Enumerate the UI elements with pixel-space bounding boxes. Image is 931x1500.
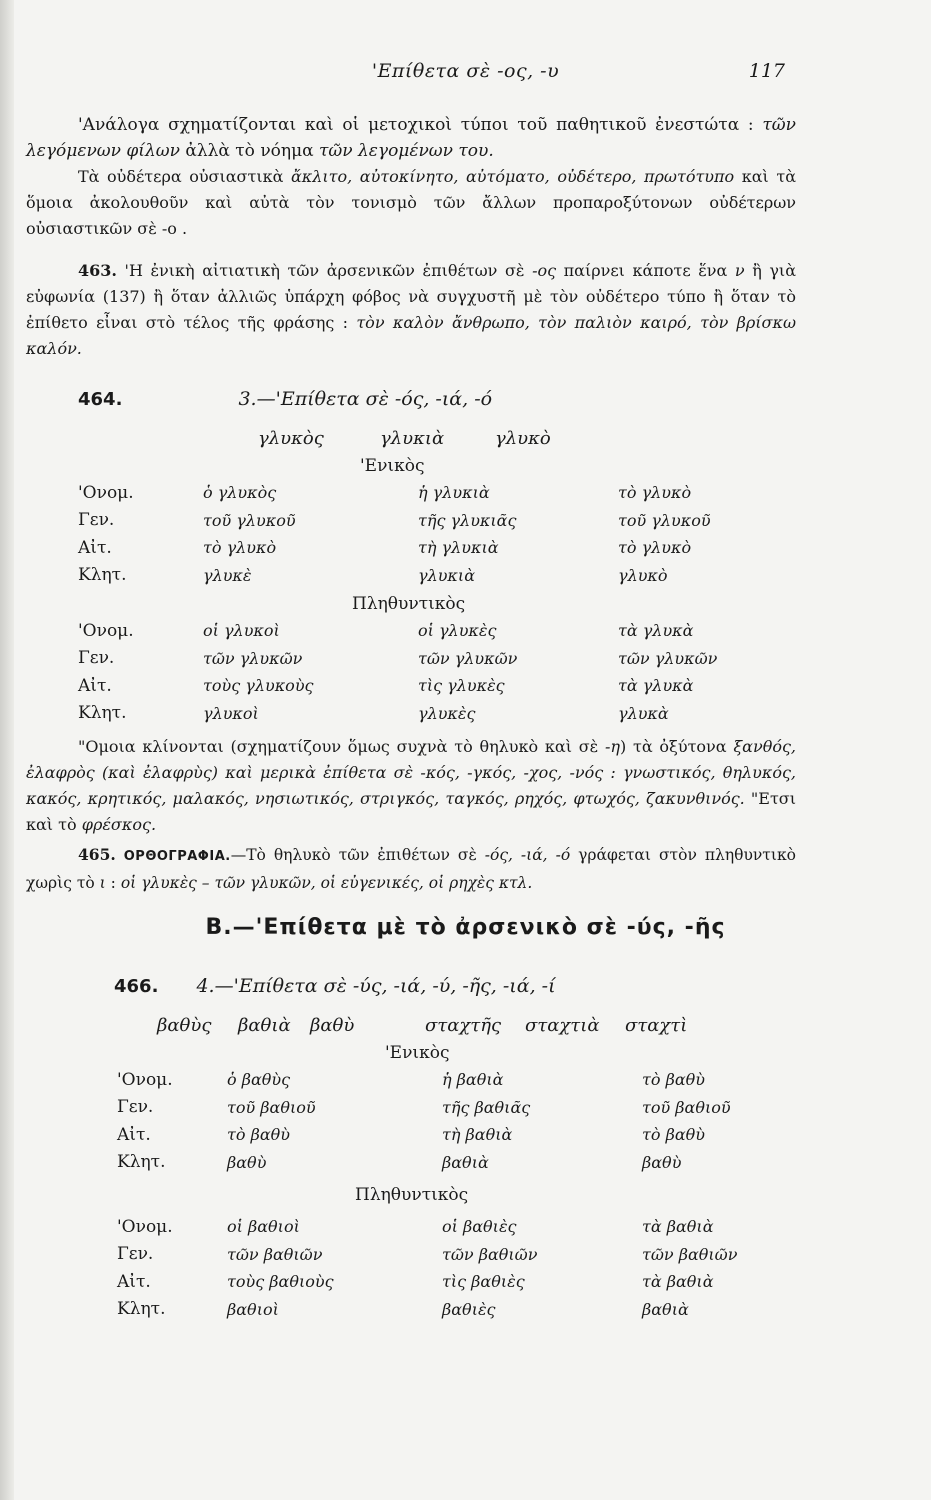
declension-row bbox=[117, 1213, 792, 1241]
neuter-form: τῶν βαθιῶν bbox=[642, 1244, 738, 1264]
masculine-form: τοῦ βαθιοῦ bbox=[227, 1097, 316, 1117]
running-title: 'Επίθετα σὲ -ος, -υ bbox=[371, 60, 560, 82]
section-465 bbox=[26, 842, 796, 896]
section-463-letter: ν bbox=[734, 261, 745, 280]
feminine-form: βαθιὰ bbox=[442, 1152, 489, 1172]
section-466-title: 4.—'Επίθετα σὲ -ύς, -ιά, -ύ, -ῆς, -ιά, -ί bbox=[196, 975, 556, 997]
heading-b: Β.—'Επίθετα μὲ τὸ ἀρσενικὸ σὲ -ύς, -ῆς bbox=[205, 915, 726, 940]
note-mid: ) τὰ ὀξύτονα bbox=[620, 737, 734, 756]
masculine-form: οἱ βαθιοὶ bbox=[227, 1217, 300, 1237]
feminine-form: βαθιὲς bbox=[442, 1299, 496, 1319]
page-binding-edge bbox=[0, 0, 14, 1500]
section-466-singular-label: 'Ενικὸς bbox=[385, 1043, 450, 1063]
case-label: Γεν. bbox=[117, 1097, 154, 1118]
section-466-plural-label: Πληθυντικὸς bbox=[355, 1185, 469, 1205]
masculine-form: τοὺς βαθιοὺς bbox=[227, 1272, 334, 1292]
neuter-form: τὸ βαθὺ bbox=[642, 1070, 705, 1090]
feminine-form: τῆς βαθιᾶς bbox=[442, 1097, 531, 1117]
declension-row bbox=[78, 562, 768, 590]
section-464-plural-table bbox=[78, 617, 768, 727]
case-label: 'Ονομ. bbox=[117, 1069, 173, 1090]
note-eta: -η bbox=[605, 737, 620, 756]
neuter-form: τῶν γλυκῶν bbox=[618, 648, 718, 668]
case-label: Κλητ. bbox=[117, 1299, 166, 1320]
form-neuter-2: σταχτὶ bbox=[625, 1015, 688, 1036]
feminine-form: τὴ βαθιὰ bbox=[442, 1125, 513, 1145]
declension-row bbox=[117, 1149, 792, 1177]
section-463-ending: -ος bbox=[532, 261, 557, 280]
case-label: Κλητ. bbox=[117, 1152, 166, 1173]
feminine-form: τῶν βαθιῶν bbox=[442, 1244, 538, 1264]
page-header bbox=[0, 60, 931, 90]
note-last-example: φρέσκος. bbox=[81, 815, 157, 834]
declension-row bbox=[117, 1268, 792, 1296]
feminine-form: ἡ βαθιὰ bbox=[442, 1070, 504, 1090]
section-464-note-text bbox=[26, 734, 796, 838]
section-466-heading bbox=[114, 975, 556, 997]
declension-row bbox=[78, 534, 768, 562]
section-463-mid2: ἢ γιὰ εὐφωνία (137) ἢ ὅταν ἀλλιῶς ὑπάρχη φόβος νὰ συγχυστῆ μὲ τὸν οὐδέτερο τύπο ἢ ὅταν τὸ ἐπίθετο εἶναι στὸ τέλος τῆς φράσης : bbox=[26, 261, 797, 332]
section-465-examples: οἱ γλυκὲς – τῶν γλυκῶν, οἱ εὐγενικές, οἱ ρηχὲς κτλ. bbox=[120, 874, 533, 892]
masculine-form: τοῦ γλυκοῦ bbox=[203, 510, 296, 530]
note-pre: "Ομοια κλίνονται (σχηματίζουν ὅμως συχνὰ τὸ θηλυκὸ καὶ σὲ bbox=[78, 737, 605, 756]
masculine-form: βαθὺ bbox=[227, 1152, 267, 1172]
intro-example-2: τῶν λεγομένων του. bbox=[319, 141, 494, 161]
case-label: Κλητ. bbox=[78, 703, 127, 724]
section-463-number: 463. bbox=[78, 261, 117, 280]
case-label: Αἰτ. bbox=[78, 675, 112, 696]
form-masculine: γλυκὸς bbox=[258, 428, 324, 449]
form-feminine-1: βαθιὰ bbox=[238, 1015, 291, 1036]
neuter-form: γλυκὸ bbox=[618, 565, 668, 585]
masculine-form: οἱ γλυκοὶ bbox=[203, 621, 280, 641]
form-feminine: γλυκιὰ bbox=[380, 428, 445, 449]
feminine-form: γλυκιὰ bbox=[418, 565, 475, 585]
neuter-form: τὰ βαθιὰ bbox=[642, 1217, 714, 1237]
declension-row bbox=[117, 1121, 792, 1149]
case-label: Γεν. bbox=[78, 648, 115, 669]
section-465-endings: -ός, -ιά, -ό bbox=[484, 846, 571, 864]
neuter-form: τὸ γλυκὸ bbox=[618, 483, 692, 503]
case-label: Γεν. bbox=[117, 1244, 154, 1265]
section-463-mid1: παίρνει κάποτε ἕνα bbox=[556, 261, 735, 280]
section-466-forms bbox=[0, 1015, 931, 1039]
intro-paragraph bbox=[26, 112, 796, 242]
masculine-form: τὸ βαθὺ bbox=[227, 1125, 290, 1145]
declension-row bbox=[117, 1094, 792, 1122]
masculine-form: γλυκὲ bbox=[203, 565, 252, 585]
neuter-form: τὸ γλυκὸ bbox=[618, 538, 692, 558]
feminine-form: τὶς γλυκὲς bbox=[418, 676, 505, 696]
section-465-text bbox=[26, 842, 796, 896]
section-464-note bbox=[26, 734, 796, 838]
feminine-form: γλυκὲς bbox=[418, 703, 476, 723]
intro-text-2-post: καὶ τὰ ὅμοια ἀκολουθοῦν καὶ αὐτὰ τὸν τονισμὸ τῶν ἄλλων προπαροξύτονων οὐδέτερων οὐσιαστικῶν σὲ -ο . bbox=[26, 167, 797, 238]
feminine-form: οἱ γλυκὲς bbox=[418, 621, 497, 641]
note-examples: ξανθός, ἐλαφρὸς (καὶ ἐλαφρὺς) καὶ μερικὰ ἐπίθετα σὲ -κός, -γκός, -χος, -νός : γνωστικός, θηλυκός, κακός, κρητικός, μαλακός, νησιωτικός, στριγκός, ταγκός, ρηχός, φτωχός, ζακυνθινός. bbox=[26, 737, 796, 808]
form-feminine-2: σταχτιὰ bbox=[525, 1015, 600, 1036]
declension-row bbox=[78, 645, 768, 673]
feminine-form: τὴ γλυκιὰ bbox=[418, 538, 499, 558]
section-466-number: 466. bbox=[114, 976, 159, 997]
section-465-letter: ι bbox=[99, 874, 106, 892]
form-neuter-1: βαθὺ bbox=[310, 1015, 355, 1036]
masculine-form: τῶν βαθιῶν bbox=[227, 1244, 323, 1264]
section-463-text bbox=[26, 258, 796, 362]
masculine-form: βαθιοὶ bbox=[227, 1299, 279, 1319]
neuter-form: βαθὺ bbox=[642, 1152, 682, 1172]
declension-row bbox=[117, 1066, 792, 1094]
declension-row bbox=[78, 507, 768, 535]
intro-example-1: τῶν λεγόμενων φίλων bbox=[26, 115, 796, 161]
masculine-form: γλυκοὶ bbox=[203, 703, 259, 723]
intro-text-1 bbox=[26, 112, 796, 164]
case-label: Αἰτ. bbox=[117, 1271, 151, 1292]
note-post: "Ετσι καὶ τὸ bbox=[26, 789, 796, 834]
neuter-form: γλυκὰ bbox=[618, 703, 669, 723]
feminine-form: τῆς γλυκιᾶς bbox=[418, 510, 517, 530]
case-label: Γεν. bbox=[78, 510, 115, 531]
form-neuter: γλυκὸ bbox=[495, 428, 551, 449]
section-463 bbox=[26, 258, 796, 362]
section-466-singular-table bbox=[117, 1066, 792, 1176]
declension-row bbox=[78, 672, 768, 700]
section-464-heading bbox=[78, 388, 492, 410]
declension-row bbox=[117, 1241, 792, 1269]
section-463-pre: 'Η ἐνικὴ αἰτιατικὴ τῶν ἀρσενικῶν ἐπιθέτων σὲ bbox=[116, 261, 533, 280]
feminine-form: τῶν γλυκῶν bbox=[418, 648, 518, 668]
masculine-form: τοὺς γλυκοὺς bbox=[203, 676, 314, 696]
feminine-form: ἡ γλυκιὰ bbox=[418, 483, 490, 503]
form-masculine-1: βαθὺς bbox=[157, 1015, 212, 1036]
case-label: Αἰτ. bbox=[117, 1124, 151, 1145]
masculine-form: ὁ γλυκὸς bbox=[203, 483, 277, 503]
neuter-form: τὰ γλυκὰ bbox=[618, 676, 694, 696]
masculine-form: ὁ βαθὺς bbox=[227, 1070, 291, 1090]
section-464-title: 3.—'Επίθετα σὲ -ός, -ιά, -ό bbox=[238, 388, 493, 410]
case-label: 'Ονομ. bbox=[117, 1216, 173, 1237]
declension-row bbox=[78, 700, 768, 728]
section-465-post: : bbox=[105, 874, 121, 892]
neuter-form: τὰ γλυκὰ bbox=[618, 621, 694, 641]
masculine-form: τὸ γλυκὸ bbox=[203, 538, 277, 558]
orthography-label: ΟΡΘΟΓΡΑΦΙΑ. bbox=[123, 849, 231, 864]
case-label: Κλητ. bbox=[78, 565, 127, 586]
intro-text-1-mid: ἀλλὰ τὸ νόημα bbox=[179, 141, 319, 161]
declension-row bbox=[78, 479, 768, 507]
feminine-form: τὶς βαθιὲς bbox=[442, 1272, 525, 1292]
form-masculine-2: σταχτῆς bbox=[425, 1015, 502, 1036]
page-number: 117 bbox=[748, 60, 785, 82]
neuter-form: βαθιὰ bbox=[642, 1299, 689, 1319]
intro-text-2-pre: Τὰ οὐδέτερα οὐσιαστικὰ bbox=[78, 167, 291, 186]
section-466-plural-table bbox=[117, 1213, 792, 1323]
declension-row bbox=[78, 617, 768, 645]
intro-text-1-pre: 'Ανάλογα σχηματίζονται καὶ οἱ μετοχικοὶ τύποι τοῦ παθητικοῦ ἐνεστώτα : bbox=[78, 115, 763, 135]
section-463-examples: τὸν καλὸν ἄνθρωπο, τὸν παλιὸν καιρό, τὸν βρίσκω καλόν. bbox=[26, 313, 797, 358]
neuter-form: τὰ βαθιὰ bbox=[642, 1272, 714, 1292]
section-465-pre: —Τὸ θηλυκὸ τῶν ἐπιθέτων σὲ bbox=[230, 846, 485, 864]
case-label: 'Ονομ. bbox=[78, 482, 134, 503]
section-464-forms bbox=[0, 428, 931, 452]
case-label: 'Ονομ. bbox=[78, 620, 134, 641]
section-464-plural-label: Πληθυντικὸς bbox=[352, 594, 466, 614]
neuter-form: τοῦ βαθιοῦ bbox=[642, 1097, 731, 1117]
intro-neuter-examples: ἄκλιτο, αὐτοκίνητο, αὐτόματο, οὐδέτερο, πρωτότυπο bbox=[290, 167, 735, 186]
section-465-mid: γράφεται στὸν πληθυντικὸ χωρὶς τὸ bbox=[26, 846, 796, 892]
section-465-number: 465. bbox=[78, 845, 116, 864]
section-464-singular-table bbox=[78, 479, 768, 589]
section-464-number: 464. bbox=[78, 389, 123, 410]
neuter-form: τὸ βαθὺ bbox=[642, 1125, 705, 1145]
feminine-form: οἱ βαθιὲς bbox=[442, 1217, 517, 1237]
section-464-singular-label: 'Ενικὸς bbox=[360, 456, 425, 476]
masculine-form: τῶν γλυκῶν bbox=[203, 648, 303, 668]
neuter-form: τοῦ γλυκοῦ bbox=[618, 510, 711, 530]
case-label: Αἰτ. bbox=[78, 537, 112, 558]
intro-text-2 bbox=[26, 164, 796, 242]
declension-row bbox=[117, 1296, 792, 1324]
